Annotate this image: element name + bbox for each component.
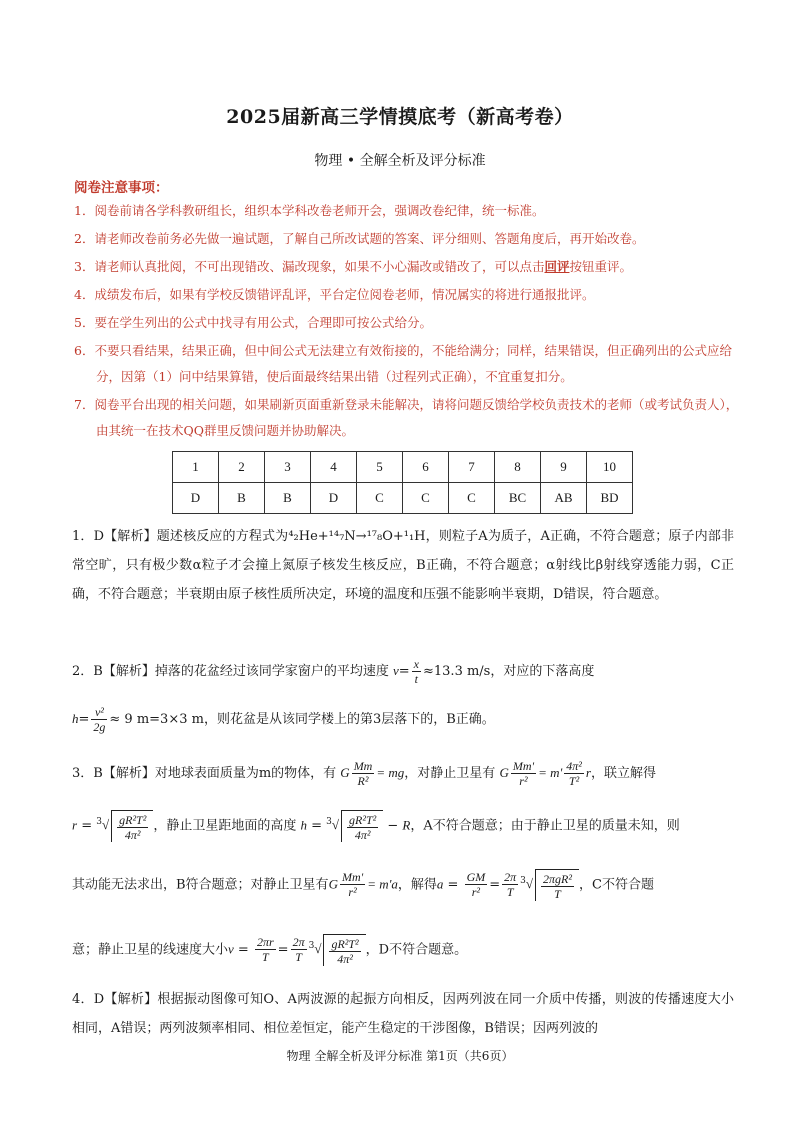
question-number: 10: [587, 452, 633, 483]
solution-3-t1: 对地球表面质量为m的物体，有: [154, 766, 337, 781]
solution-3-line3: 其动能无法求出，B符合题意；对静止卫星有G $\frac{Mm'}{\text{r²}}$ = m'a，解得a = $\frac{GM}{\text{r²}}$ = $\frac{2\pi}{T}$ $^3$√ $\frac{\text{2πgR²}}{T}$ ，C不符合题: [72, 870, 654, 901]
radius-root: √ $\frac{\text{gR²T²}}{\text{4π²}}$: [102, 810, 153, 842]
speed-fraction: $\frac{2\pi r}{T}$: [256, 935, 274, 965]
solution-3-t8: ，C不符合题: [579, 877, 654, 893]
period-fraction: $\frac{\text{4π²}}{\text{T²}}$: [566, 759, 582, 788]
solution-4-text: 根据振动图像可知O、A两波源的起振方向相反，因两列波在同一介质中传播，则波的传播速度大小相同，A错误；两列波频率相同、相位差恒定，能产生稳定的干涉图像，B错误；因两列波的: [72, 992, 735, 1036]
question-number: 4: [311, 452, 357, 483]
answer-cell: BC: [495, 483, 541, 514]
question-number: 1: [173, 452, 219, 483]
answer-cell: B: [265, 483, 311, 514]
solution-2-eq2: ≈ 9 m=3×3 m，则花盆是从该同学楼上的第3层落下的，B正确。: [109, 712, 495, 727]
question-number: 5: [357, 452, 403, 483]
answer-table: [172, 451, 633, 514]
answer-cell: B: [219, 483, 265, 514]
solution-2-cont: h= $\frac{\text{v²}}{2g}$ ≈ 9 m=3×3 m，则花盆是从该同学楼上的第3层落下的，B正确。: [72, 705, 495, 734]
twopi-fraction: $\frac{2\pi}{T}$: [504, 870, 517, 900]
answer-cell: C: [403, 483, 449, 514]
answer-cell: C: [449, 483, 495, 514]
question-number: 6: [403, 452, 449, 483]
answer-table-numbers: [173, 452, 633, 483]
answer-cell: D: [173, 483, 219, 514]
solution-4: [72, 985, 734, 1043]
solution-4-head: 4．D【解析】: [72, 992, 158, 1007]
solution-3-t7: ，解得: [397, 877, 437, 893]
solution-2: 2．B【解析】掉落的花盆经过该同学家窗户的平均速度 v= $\frac{x}{t}$ ≈13.3 m/s，对应的下落高度: [72, 657, 595, 686]
answer-cell: AB: [541, 483, 587, 514]
speed-fraction-2: $\frac{2\pi}{T}$: [292, 935, 305, 965]
solution-2-eq1: ≈13.3 m/s，对应的下落高度: [423, 664, 595, 679]
page-subtitle: 物理 • 全解全析及评分标准: [314, 153, 486, 169]
answer-cell: BD: [587, 483, 633, 514]
question-number: 9: [541, 452, 587, 483]
page-title: 2025届新高三学情摸底考（新高考卷）: [226, 106, 574, 128]
solution-2-head: 2．B【解析】: [72, 664, 155, 679]
notice-item: 4．成绩发布后，如果有学校反馈错评乱评，平台定位阅卷老师，情况属实的将进行通报批评。: [74, 287, 595, 302]
solution-3-t9: 意；静止卫星的线速度大小: [72, 942, 229, 958]
notice-list: [74, 198, 744, 446]
gravity-fraction: $\frac{Mm}{\text{R²}}$: [353, 759, 373, 788]
solution-3-t2: ，对静止卫星有: [404, 766, 496, 781]
question-number: 8: [495, 452, 541, 483]
answer-cell: C: [357, 483, 403, 514]
solution-1-text: ，则粒子A为质子，A正确，不符合题意；原子内部非常空旷，只有极少数α粒子才会撞上氮原子核发生核反应，B正确，不符合题意；α射线比β射线穿透能力弱，C正确，不符合题意；半衰期由原子核性质所决定，环境的温度和压强不能影响半衰期，D错误，符合题意。: [72, 529, 734, 602]
solution-3-t4: ，静止卫星距地面的高度: [153, 818, 297, 834]
notice-item-tail: 按钮重评。: [569, 259, 632, 274]
answer-cell: D: [311, 483, 357, 514]
speed-root: √ $\frac{\text{gR²T²}}{\text{4π²}}$: [314, 934, 365, 966]
solution-1: [72, 522, 734, 609]
question-number: 3: [265, 452, 311, 483]
notice-item: 1．阅卷前请各学科教研组长，组织本学科改卷老师开会，强调改卷纪律，统一标准。: [74, 203, 545, 218]
solution-3: 3．B【解析】对地球表面质量为m的物体，有 G $\frac{Mm}{\text{R²}}$ = mg，对静止卫星有 G $\frac{Mm'}{\text{r²}}$ = m' $\frac{\text{4π²}}{\text{T²}}$ r，联立解得: [72, 759, 656, 788]
solution-1-head: 1．D【解析】: [72, 529, 157, 544]
accel-root: √ $\frac{\text{2πgR²}}{T}$: [526, 869, 579, 901]
solution-3-line4: 意；静止卫星的线速度大小v = $\frac{2\pi r}{T}$ = $\frac{2\pi}{T}$ $^3$√ $\frac{\text{gR²T²}}{\text{4π²}}$ ，D不符合题意。: [72, 935, 468, 966]
solution-3-t3: ，联立解得: [590, 766, 656, 781]
notice-item: 2．请老师改卷前务必先做一遍试题，了解自己所改试题的答案、评分细则、答题角度后，再开始改卷。: [74, 231, 645, 246]
solution-2-text: 掉落的花盆经过该同学家窗户的平均速度: [154, 664, 389, 679]
solution-3-head: 3．B【解析】: [72, 766, 155, 781]
notice-heading: 阅卷注意事项：: [74, 180, 169, 196]
solution-3-t6: 其动能无法求出，B符合题意；对静止卫星有: [72, 877, 329, 893]
solution-3-line2: r = $^3$√ $\frac{\text{gR²T²}}{\text{4π²}}$ ，静止卫星距地面的高度 h = $^3$√ $\frac{\text{gR²T²}}{\text{4π²}}$ − R，A不符合题意；由于静止卫星的质量未知，则: [72, 808, 734, 842]
gm-fraction: $\frac{GM}{\text{r²}}$: [466, 870, 486, 900]
orbit-fraction: $\frac{Mm'}{\text{r²}}$: [512, 759, 535, 788]
solution-1-reaction: 题述核反应的方程式为⁴₂He+¹⁴₇N→¹⁷₈O+¹₁H: [156, 529, 426, 544]
notice-item: 6．不要只看结果，结果正确，但中间公式无法建立有效衔接的，不能给满分；同样，结果错误，但正确列出的公式应给分，因第（1）问中结果算错，使后面最终结果出错（过程列式正确），不宜重复扣分。: [74, 343, 732, 384]
height-root: √ $\frac{\text{gR²T²}}{\text{4π²}}$: [332, 810, 383, 842]
accel-fraction: $\frac{Mm'}{\text{r²}}$: [341, 870, 364, 900]
solution-3-t10: ，D不符合题意。: [365, 942, 468, 958]
notice-item: 7．阅卷平台出现的相关问题，如果刷新页面重新登录未能解决，请将问题反馈给学校负责技术的老师（或考试负责人），由其统一在技术QQ群里反馈问题并协助解决。: [74, 397, 739, 438]
question-number: 2: [219, 452, 265, 483]
notice-item: [74, 254, 744, 280]
review-link: 回评: [544, 259, 570, 274]
height-fraction: $\frac{\text{v²}}{2g}$: [93, 705, 106, 734]
notice-item-text: 3．请老师认真批阅，不可出现错改、漏改现象，如果不小心漏改或错改了，可以点击: [74, 259, 545, 274]
answer-table-answers: [173, 483, 633, 514]
page-footer: 物理 全解全析及评分标准 第1页（共6页）: [286, 1049, 514, 1063]
velocity-fraction: $\frac{x}{t}$: [413, 657, 419, 686]
solution-3-t5: ，A不符合题意；由于静止卫星的质量未知，则: [410, 818, 680, 834]
notice-item: 5．要在学生列出的公式中找寻有用公式，合理即可按公式给分。: [74, 315, 432, 330]
question-number: 7: [449, 452, 495, 483]
